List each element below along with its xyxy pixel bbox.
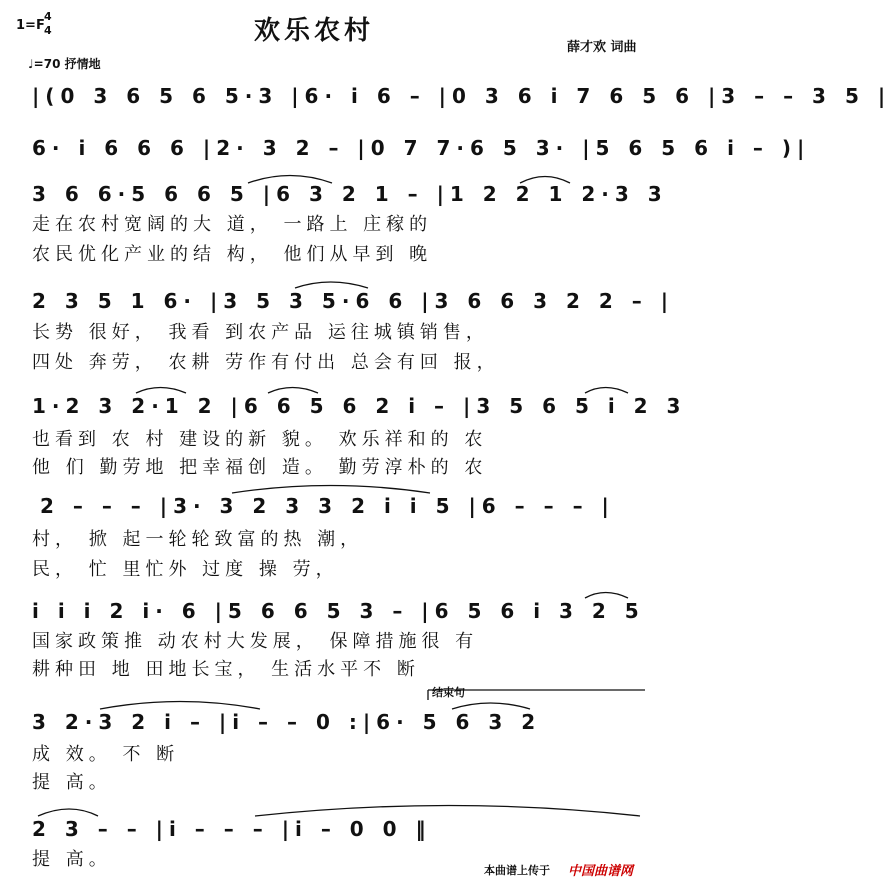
lyric-row-3-verse-1: 走在农村宽阔的大 道， 一路上 庄稼的: [32, 214, 433, 235]
lyric-row-3-verse-2: 农民优化产业的结 构， 他们从早到 晚: [32, 244, 433, 265]
slur: [585, 388, 628, 394]
ending-label: 结束句: [432, 686, 465, 699]
lyric-row-4-verse-1: 长势 很好， 我看 到农产品 运往城镇销售，: [32, 322, 489, 343]
upload-notice: 本曲谱上传于: [484, 864, 550, 877]
slur: [248, 176, 332, 184]
song-title: 欢乐农村: [254, 16, 375, 46]
site-logo: 中国曲谱网: [568, 864, 634, 879]
score-row-9: 2 3 – – |i – – – |i – 0 0 ‖: [32, 817, 432, 841]
tempo-marking: ♩=70 抒情地: [28, 57, 101, 71]
lyric-row-5-verse-1: 也看到 农 村 建设的新 貌。 欢乐祥和的 农: [32, 429, 488, 450]
score-row-5: 1·2 3 2·1 2 |6 6 5 6 2 i – |3 5 6 5 i 2 3: [32, 394, 687, 418]
lyric-row-4-verse-2: 四处 奔劳， 农耕 劳作有付出 总会有回 报，: [32, 352, 500, 373]
slur: [232, 486, 430, 494]
time-signature-bottom: 4: [44, 24, 52, 37]
slur: [255, 806, 640, 817]
slur: [585, 593, 628, 599]
score-row-7: i i i 2 i· 6 |5 6 6 5 3 – |6 5 6 i 3 2 5: [32, 599, 645, 623]
time-signature-top: 4: [44, 10, 52, 23]
slur: [520, 177, 570, 184]
key-signature: 1=F: [16, 18, 45, 33]
lyric-row-7-verse-2: 耕种田 地 田地长宝， 生活水平不 断: [32, 659, 420, 680]
lyric-row-5-verse-2: 他 们 勤劳地 把幸福创 造。 勤劳淳朴的 农: [32, 457, 488, 478]
score-row-6: 2 – – – |3· 3 2 3 3 2 i i 5 |6 – – – |: [40, 494, 615, 518]
score-row-4: 2 3 5 1 6· |3 5 3 5·6 6 |3 6 6 3 2 2 – |: [32, 289, 675, 313]
lyric-row-6-verse-1: 村， 掀 起一轮轮致富的热 潮，: [32, 529, 364, 550]
score-row-2: 6· i 6 6 6 |2· 3 2 – |0 7 7·6 5 3· |5 6 5 6 i – )|: [32, 136, 811, 160]
slur: [295, 282, 368, 288]
score-row-8: 3 2·3 2 i – |i – – 0 :|6· 5 6 3 2: [32, 710, 542, 734]
score-row-3: 3 6 6·5 6 6 5 |6 3 2 1 – |1 2 2 1 2·3 3: [32, 182, 668, 206]
slur: [38, 809, 98, 816]
slur: [136, 388, 186, 394]
slur: [100, 702, 260, 710]
slur: [268, 388, 318, 394]
ending-bracket: [428, 690, 645, 700]
lyric-row-8-verse-1: 成 效。 不 断: [32, 744, 180, 765]
lyric-row-9-verse-1: 提 高。: [32, 849, 112, 870]
lyric-row-7-verse-1: 国家政策推 动农村大发展， 保障措施很 有: [32, 631, 479, 652]
score-row-1: |(0 3 6 5 6 5·3 |6· i 6 – |0 3 6 i 7 6 5 6 |3 – – 3 5 |: [32, 84, 891, 108]
slur: [452, 703, 530, 709]
lyric-row-8-verse-2: 提 高。: [32, 772, 112, 793]
credits: 薛才欢 词曲: [567, 40, 637, 55]
lyric-row-6-verse-2: 民， 忙 里忙外 过度 操 劳，: [32, 559, 339, 580]
